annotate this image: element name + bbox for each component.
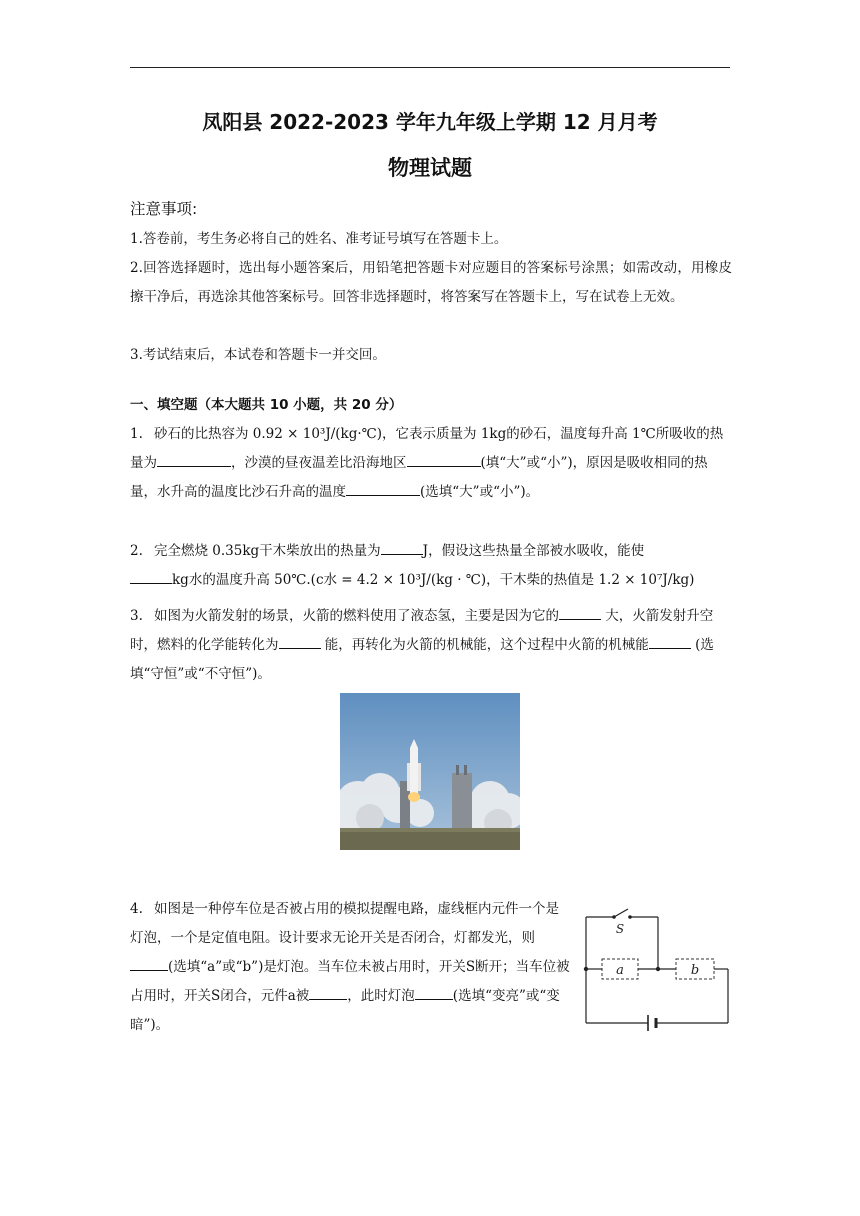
- question-text: ，沙漠的昼夜温差比沿海地区: [231, 455, 407, 471]
- question-text: kg水的温度升高 50℃.(c水 = 4.2 × 10³J/(kg · ℃)，干木柴的热值是 1.2 × 10⁷J/kg): [172, 572, 695, 588]
- answer-blank[interactable]: [130, 569, 172, 584]
- notice-heading: 注意事项:: [130, 200, 198, 218]
- notice-item-3: 3.考试结束后，本试卷和答题卡一并交回。: [130, 347, 386, 363]
- answer-blank[interactable]: [346, 481, 420, 496]
- question-text: ，此时灯泡: [347, 988, 415, 1004]
- question-text: J，假设这些热量全部被水吸收，能使: [422, 543, 645, 559]
- top-rule: [130, 67, 730, 68]
- notice-item-2: 2.回答选择题时，选出每小题答案后，用铅笔把答题卡对应题目的答案标号涂黑；如需改动，用橡皮擦干净后，再选涂其他答案标号。回答非选择题时，将答案写在答题卡上，写在试卷上无效。: [130, 260, 732, 305]
- question-text: 完全燃烧 0.35kg干木柴放出的热量为: [154, 543, 381, 559]
- answer-blank[interactable]: [157, 452, 231, 467]
- question-2: [130, 537, 732, 595]
- answer-blank[interactable]: [381, 540, 423, 555]
- answer-blank[interactable]: [130, 956, 168, 971]
- rocket-launch-illustration: [340, 693, 520, 850]
- question-1: [130, 420, 732, 507]
- switch-label: S: [615, 922, 625, 936]
- answer-blank[interactable]: [407, 452, 481, 467]
- answer-blank[interactable]: [309, 985, 347, 1000]
- answer-blank[interactable]: [559, 605, 601, 620]
- element-a-label: a: [616, 963, 624, 978]
- question-number: 4.: [130, 901, 143, 917]
- rocket-launch-photo: [340, 693, 520, 850]
- circuit-diagram: [582, 905, 732, 1035]
- question-number: 1.: [130, 426, 143, 442]
- question-text: 能，再转化为火箭的机械能，这个过程中火箭的机械能: [320, 637, 649, 653]
- question-text: 如图为火箭发射的场景，火箭的燃料使用了液态氢，主要是因为它的: [154, 608, 559, 624]
- question-text: (选填“变亮”或“变暗”)。: [130, 988, 560, 1033]
- question-text: (选填“守恒”或“不守恒”)。: [130, 637, 714, 682]
- question-text: 如图是一种停车位是否被占用的模拟提醒电路，虚线框内元件一个是灯泡，一个是定值电阻。设计要求无论开关是否闭合，灯都发光，则: [130, 901, 559, 946]
- question-text: (选填“大”或“小”)。: [420, 484, 540, 500]
- answer-blank[interactable]: [649, 634, 691, 649]
- circuit-diagram-svg: [582, 905, 732, 1035]
- question-3: [130, 602, 732, 689]
- answer-blank[interactable]: [415, 985, 453, 1000]
- question-4: [130, 895, 570, 1040]
- question-text: 大，火箭发射升空时，燃料的化学能转化为: [130, 608, 714, 653]
- element-b-label: b: [690, 963, 700, 978]
- question-text: 砂石的比热容为 0.92 × 10³J/(kg·℃)，它表示质量为 1kg的砂石，温度每升高 1℃所吸收的热量为: [130, 426, 724, 471]
- section-heading: 一、填空题（本大题共 10 小题，共 20 分）: [130, 397, 403, 413]
- question-number: 3.: [130, 608, 143, 624]
- exam-subtitle: 物理试题: [388, 156, 472, 180]
- answer-blank[interactable]: [279, 634, 321, 649]
- question-text: (选填“a”或“b”)是灯泡。当车位未被占用时，开关S断开；当车位被占用时，开关S闭合，元件a被: [130, 959, 570, 1004]
- exam-title: 凤阳县 2022-2023 学年九年级上学期 12 月月考: [202, 110, 658, 134]
- notice-item-1: 1.答卷前，考生务必将自己的姓名、准考证号填写在答题卡上。: [130, 231, 508, 247]
- question-number: 2.: [130, 543, 143, 559]
- question-text: (填“大”或“小”)，原因是吸收相同的热量，水升高的温度比沙石升高的温度: [130, 455, 708, 500]
